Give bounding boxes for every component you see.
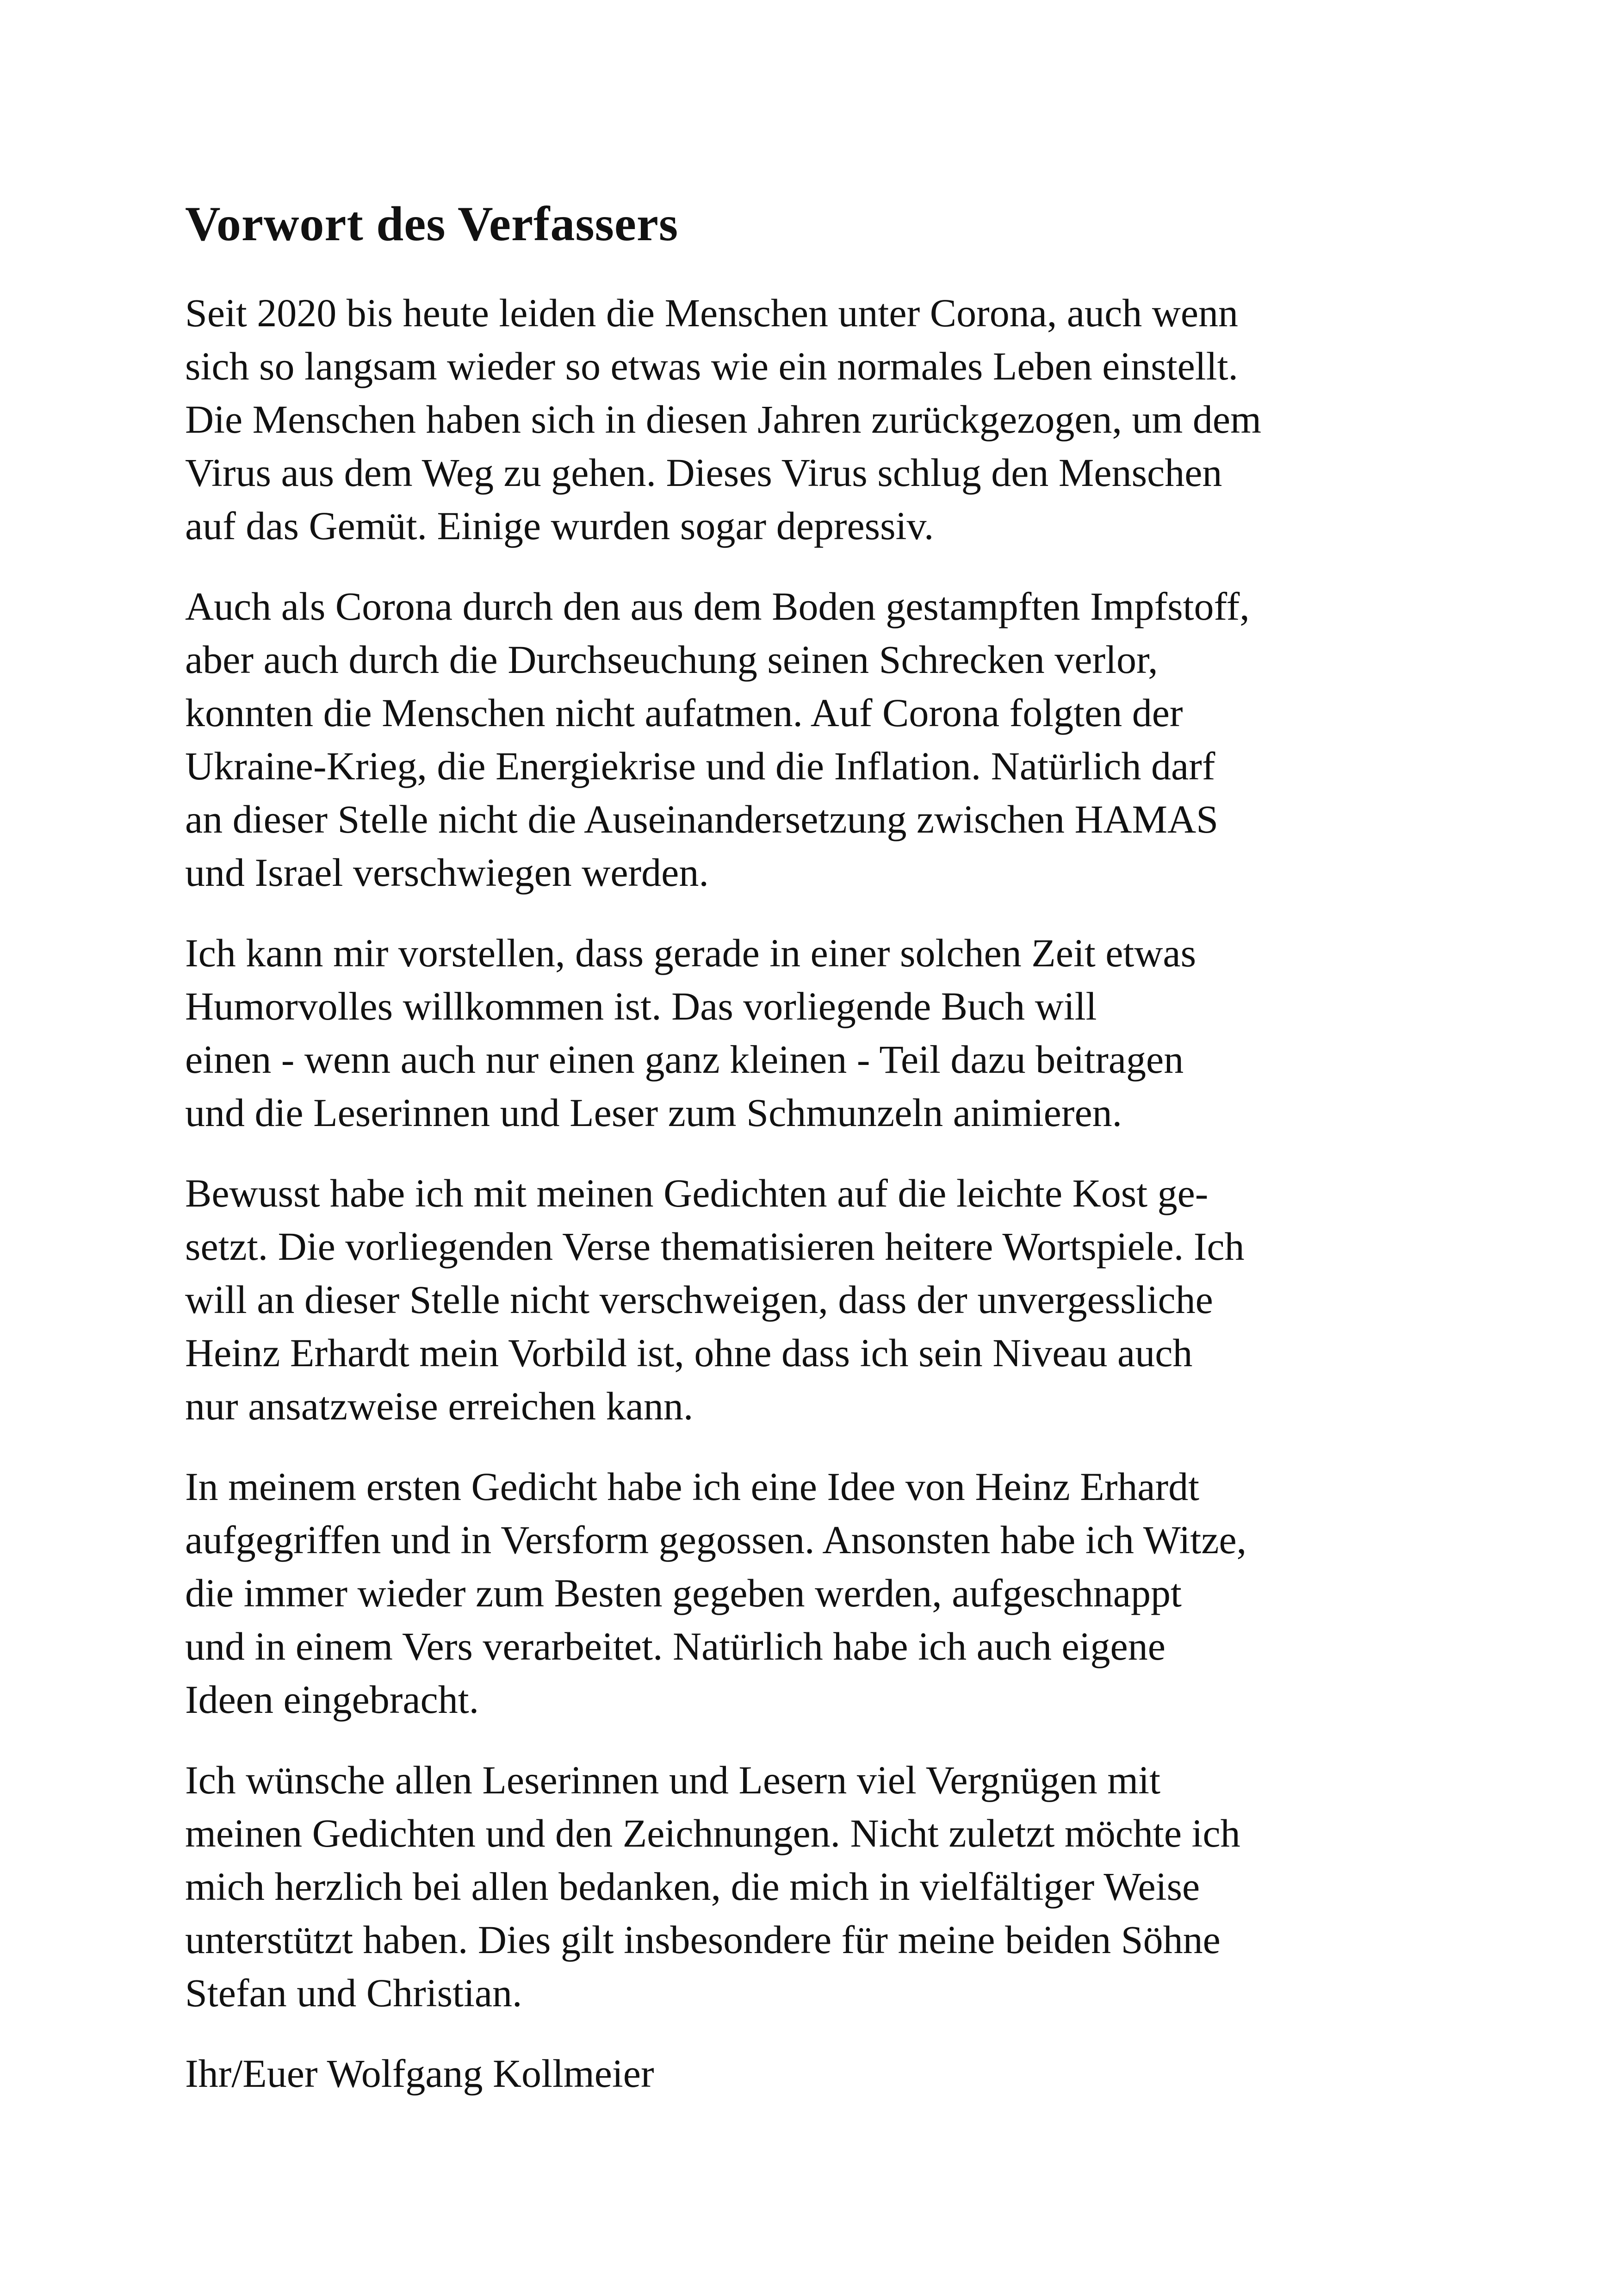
text-line: einen - wenn auch nur einen ganz kleinen - Teil dazu beitragen (185, 1037, 1184, 1082)
text-line: Ukraine-Krieg, die Energiekrise und die Inflation. Natürlich darf (185, 744, 1215, 789)
text-line: Virus aus dem Weg zu gehen. Dieses Virus schlug den Menschen (185, 450, 1222, 495)
text-line: meinen Gedichten und den Zeichnungen. Nicht zuletzt möchte ich (185, 1811, 1240, 1856)
text-line: Stefan und Christian. (185, 1971, 522, 2016)
text-line: und in einem Vers verarbeitet. Natürlich habe ich auch eigene (185, 1624, 1165, 1669)
text-line: Seit 2020 bis heute leiden die Menschen unter Corona, auch wenn (185, 291, 1239, 336)
text-line: sich so langsam wieder so etwas wie ein normales Leben einstellt. (185, 344, 1238, 389)
text-line: Ich wünsche allen Leserinnen und Lesern viel Vergnügen mit (185, 1758, 1160, 1803)
paragraph-3 (185, 927, 1453, 1139)
paragraph-6 (185, 1754, 1453, 2020)
text-line: Bewusst habe ich mit meinen Gedichten auf die leichte Kost ge- (185, 1171, 1209, 1216)
text-line: Heinz Erhardt mein Vorbild ist, ohne dass ich sein Niveau auch (185, 1331, 1193, 1375)
text-line: an dieser Stelle nicht die Auseinandersetzung zwischen HAMAS (185, 797, 1219, 842)
text-line: aufgegriffen und in Versform gegossen. Ansonsten habe ich Witze, (185, 1518, 1247, 1562)
text-line: unterstützt haben. Dies gilt insbesondere für meine beiden Söhne (185, 1917, 1221, 1962)
text-line: setzt. Die vorliegenden Verse thematisieren heitere Wortspiele. Ich (185, 1224, 1245, 1269)
preface-body (185, 194, 1453, 2100)
text-line: auf das Gemüt. Einige wurden sogar depressiv. (185, 504, 934, 548)
text-line: und die Leserinnen und Leser zum Schmunzeln animieren. (185, 1090, 1122, 1135)
text-line: mich herzlich bei allen bedanken, die mich in vielfältiger Weise (185, 1864, 1200, 1909)
text-line: Humorvolles willkommen ist. Das vorliegende Buch will (185, 984, 1097, 1029)
text-line: Ideen eingebracht. (185, 1677, 479, 1722)
text-line: Auch als Corona durch den aus dem Boden gestampften Impfstoff, (185, 584, 1250, 629)
paragraph-1 (185, 286, 1453, 553)
text-line: In meinem ersten Gedicht habe ich eine Idee von Heinz Erhardt (185, 1464, 1200, 1509)
text-line: Die Menschen haben sich in diesen Jahren zurückgezogen, um dem (185, 397, 1261, 442)
text-line: nur ansatzweise erreichen kann. (185, 1384, 694, 1429)
text-line: die immer wieder zum Besten gegeben werden, aufgeschnappt (185, 1571, 1182, 1616)
paragraph-5 (185, 1460, 1453, 1726)
text-line: und Israel verschwiegen werden. (185, 850, 709, 895)
text-line: konnten die Menschen nicht aufatmen. Auf Corona folgten der (185, 691, 1183, 735)
text-line: Ich kann mir vorstellen, dass gerade in einer solchen Zeit etwas (185, 931, 1196, 976)
paragraph-4 (185, 1167, 1453, 1433)
author-signature: Ihr/Euer Wolfgang Kollmeier (185, 2051, 654, 2096)
text-line: aber auch durch die Durchseuchung seinen Schrecken verlor, (185, 637, 1158, 682)
paragraph-2 (185, 580, 1453, 899)
page-title: Vorwort des Verfassers (185, 197, 679, 251)
text-line: will an dieser Stelle nicht verschweigen, dass der unvergessliche (185, 1277, 1213, 1322)
